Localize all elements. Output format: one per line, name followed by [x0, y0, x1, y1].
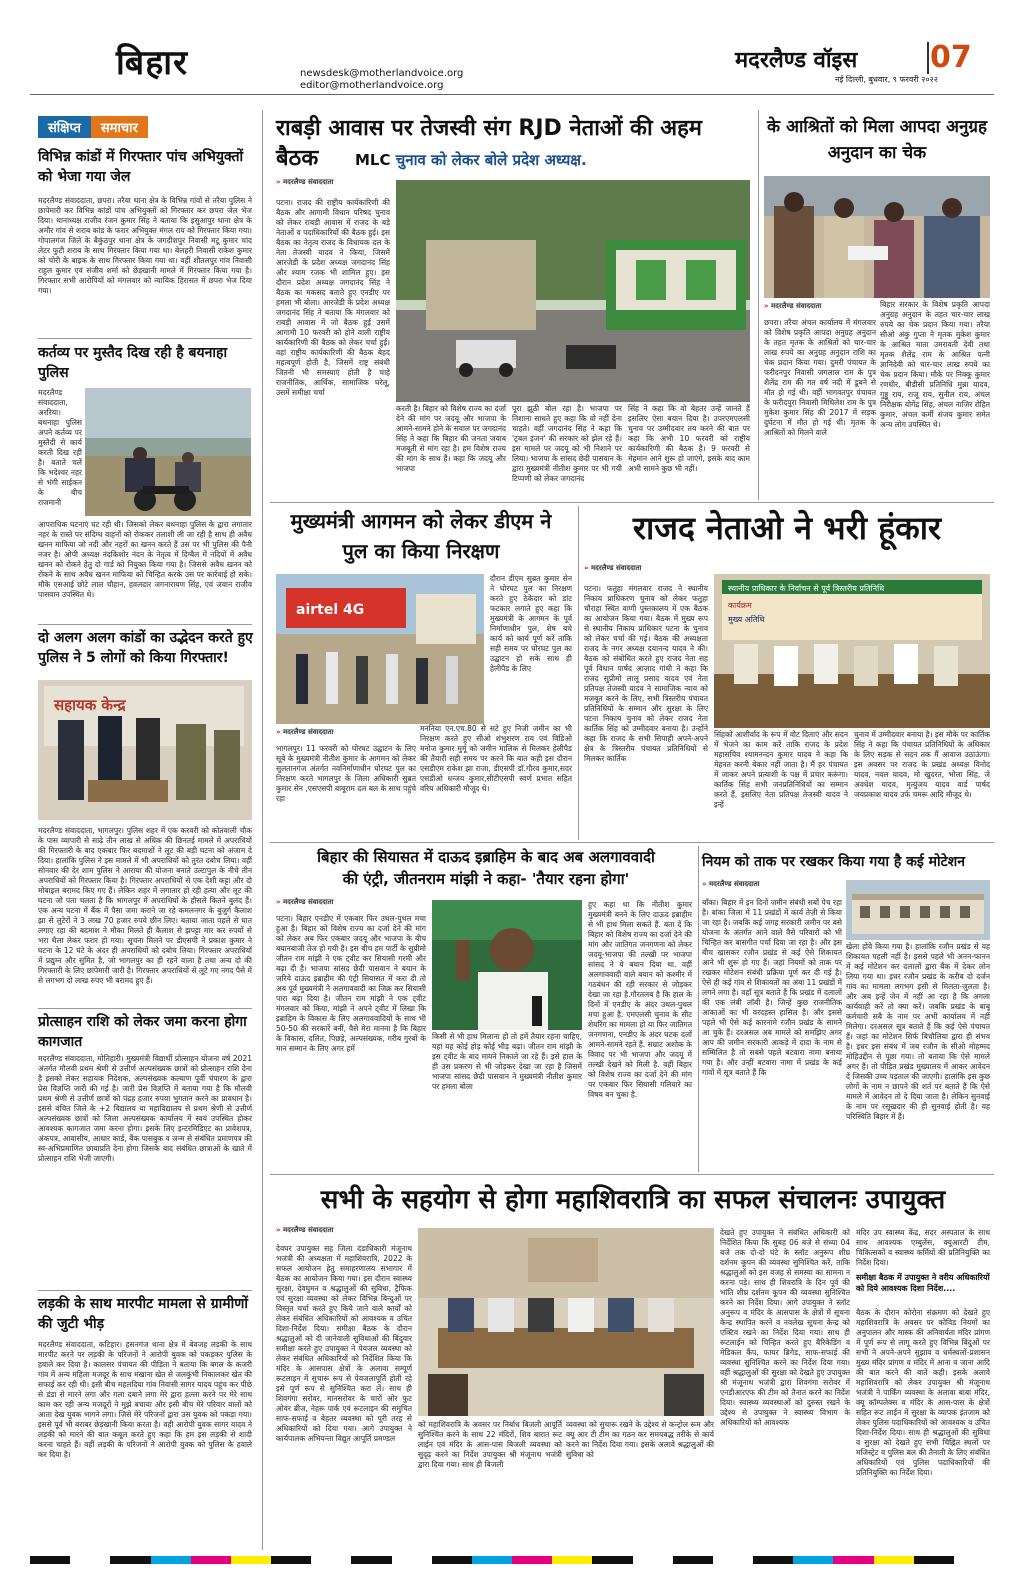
meeting-hall-photo [418, 1228, 714, 1416]
dateline: नई दिल्ली, बुधवार, ९ फरवरी २०२२ [835, 75, 938, 84]
banner-line-3: मुख्य अतिथि [728, 615, 765, 624]
shivratri-byline: » मदरलैण्ड संवाददाता [276, 1226, 333, 1235]
cm-body-1: दौरान डीएम सुब्रत कुमार सेन ने घोरघट पुल का निरक्षण करते हुए ठेकेदार को डांट फटकार लगाते हुए कहा कि मुख्यमंत्री के आगमन के पूर्व निर्माणाधीन पुल, शेष बचे कार्य को कार्य पूर्ण करें ताकि सही समय पर घोरघट पुल का उद्घाटन हो सके साथ ही हेलीपैड के लिए [490, 574, 572, 673]
niyam-headline: नियम को ताक पर रखकर किया गया है कई मोटेशन [702, 854, 965, 870]
left-headline-1: विभिन्न कांडों में गिरफ्तार पांच अभियुक्तों को भेजा गया जेल [38, 149, 244, 185]
station-sign: सहायक केन्द्र [54, 696, 126, 714]
shivratri-body-4: देखते हुए उपायुक्त ने संबंधित अधिकारी को निर्देशित किया कि सुबह 06 बजे से संध्या 04 बजे तक दो-दो घंटे के स्लॉट अनुरूप शीघ्र दर्शनम कूपन की व्यवस्था सुनिश्चित करें, ताकि श्रद्धालुओं को इस वजह से समस्या का सामना न करना पड़े। साथ ही शिवरात्रि के दिन पूर्व की भांति शीघ्र दर्शनम कूपन की व्यवस्था सुनिश्चित करने का निर्देश दिया। आगे उपायुक्त ने स्लॉट अनुरूप व मंदिर के आसपास के क्षेत्रों में सूचना केन्द्र स्थापित करने व नवलेख सूचना केन्द्र को एक्टिव रखने का निर्देश दिया गया। साथ ही रूटलाईन को चिन्हित करते हुए बैरिकेडिंग व मेडिकल कैंप, फायर ब्रिगेड, साफ-सफाई की व्यवस्था सुनिश्चित करने का निर्देश दिया गया। वहीं श्रद्धालुओं की सुरक्षा को देखते हुए उपायुक्त श्री मंजूनाथ भजंत्री द्वारा शिवगंगा सरोवर में एनडीआरएफ की टीम को तैनात करने का निर्देश दिया। स्वास्थ्य व्यवस्थाओं को दुरुस्त रखने के उद्देश्य से उपायुक्त ने स्वास्थ्य विभाग के अधिकारियों को आवश्यक [720, 1228, 850, 1427]
rjd-body-3: चुनाव में उम्मीदवार बनाया है। इस मौके पर कार्तिक सिंह ने कहा कि पंचायत प्रतिनिधियों के अधिकार के लिए सड़क से सदन तक मैं आवाज उठाऊंगा। इस अवसर पर राजद के प्रखंड अध्यक्ष विनोद यादव, नवल यादव, मो खुदरत, भोला सिंह, जे अवधेश यादव, मृत्युंजय यादव वार्ड पार्षद जयप्रकाश यादव उर्फ चमरू आदि मौजूद थे। [854, 730, 990, 799]
left-body-3: मदरलैण्ड संवाददाता, भागलपुर। पुलिस शहर में एक करवरी को कोतवाली चौक के पास व्यापारी से साढ़े तीन लाख से अधिक की छिनतई मामले में अपराधियों की गिरफ्तारी के बाद एकबार फिर बदमाशों ने लूट की बड़ी घटना को अंजाम दे दिया। हालांकि पुलिस ने इस मामले में भी अपराधियों को तुरंत दबोच लिया। वहीं सोनवार की देर शाम पुलिस ने आराया की योजना बनाते उल्टापुल के नीचे तीन अपराधियों को गिरफ्तार किया है। गिरफ्तार अपराधियों से एक देशी कट्टा और दो मोबाइल बरामद किए गए हैं। लेकिन शहर में लगातार हो रही हत्या और लूट की घटना जो पता चलता है कि भागलपुर में अपराधियों के हौसले कितने बुलंद हैं। एक अन्य घटना में बैंक में पैसा जमा कराने जा रहे कमलनगर के बुजुर्ग कैलाश झा से लुटेरों ने 3 लाख 70 हजार रुपये छीन लिए। बताया जाता पहले से घात लगाए रहा की बदमाश ने मौका मिलते ही कैलाश से झपट्टा मार कर रुपयों से भरा थैला लेकर फरार हो गया। सूचना मिलने पर डीएसपी ने प्रकाश कुमार ने घटना के 12 घंटे के अंदर ही अपराधियों को दबोच लिया। गिरफ्तार अपराधियों में प्रद्युम्न और सुमित है, जो भागलपुर का ही रहने वाला है तथा अन्य दो की गिरफ्तारी के लिए छापेमारी जारी है। गिरफ्तार अपराधियों से लूटे गए नगद पैसे में से लगभग दो लाख रुपए भी बरामद हुए हैं। [38, 826, 252, 985]
jitan-ram-manjhi-photo [432, 900, 582, 1030]
dawood-headline-1: बिहार की सियासत में दाऊद इब्राहिम के बाद अब अलगाववादी [317, 848, 655, 866]
right-top-byline: » मदरलैण्ड संवाददाता [764, 302, 821, 311]
rjd-headline: राजद नेताओ ने भरी हूंकार [632, 509, 942, 547]
left-body-1: मदरलैण्ड संवाददाता, छपरा। तरैया थाना क्षेत्र के विभिन्न गांवों से तरैया पुलिस ने छापेमारी कर विभिन्न कांडों पांच अभियुक्तों को गिरफ्तार कर छपरा जेल भेज दिया। थानाध्यक्ष राजीव रंजन कुमार सिंह ने बताया कि इसुआपुर थाना क्षेत्र के अमौर गांव से शराब कांड के फरार अभियुक्त मंगल राय को गिरफ्तार किया गया। गोपालगंज जिले के बैकुंठपुर थाना क्षेत्र के जगदीशपुर निवासी मटू कुमार चांद लेटर फुटी शराब के साथ गिरफ्तार किया गया था। बेलहरी निवासी राकेश कुमार को चोरी के बाइक के साथ गिरफ्तार किया गया था। वहीं शीतलपुर गांव निवासी राहुल कुमार एवं संजीव शर्मा को छेड़खानी मामले में गिरफ्तार किया गया है। गिरफ्तार सभी आरोपियों को मंगलवार को न्यायिक हिरासत में छपरा भेज दिया गया। [38, 196, 252, 295]
dawood-headline-2: की एंट्री, जीतनराम मांझी ने कहा- 'तैयार रहना होगा' [342, 870, 630, 888]
top-byline: » मदरलैण्ड संवाददाता [276, 178, 333, 187]
masthead: मदरलैण्ड वॉइस [735, 48, 858, 73]
shivratri-body-2: को महाशिवरात्रि के अवसर पर निर्बाध बिजली आपूर्ति सुनिश्चित करने के साथ 22 मंदिरों, शिव बारात रूट लाईन एवं मंदिर के आस-पास बिजली व्यवस्था को सुदृढ़ करने का निर्देश उपायुक्त श्री मंजूनाथ भजंत्री द्वारा दिया गया। साथ ही बिजली [418, 1420, 562, 1469]
left-body-4: मदरलैण्ड संवाददाता, मोतिहारी। मुख्यमंत्री विद्यार्थी प्रोत्साहन योजना वर्ष 2021 अंतर्गत मौलवी प्रथम श्रेणी से उत्तीर्ण अल्पसंख्यक छात्रों को प्रोत्साहन राशि देना है इसको लेकर सहायक निदेशक, अल्पसंख्यक कल्याण पूर्वी चंपारण के द्वारा प्रेस विज्ञप्ति जारी की गई है। जारी प्रेस विज्ञप्ति में बताया गया है कि मौलवी प्रथम श्रेणी से उत्तीर्ण छात्रों को पंद्रह हजार रुपया भुगतान करने का प्रावधान है। इससे वंचित जिले के +2 विद्यालय या महाविद्यालय से प्रथम श्रेणी से उत्तीर्ण अल्पसंख्यक छात्रों को जिला अल्पसंख्यक कार्यालय में स्वयं उपस्थित होकर आवश्यक कागजात जमा करना होगा। इसके लिए इन्टरमिडिएट का प्रावेशपत्र, अंकपत्र, आवासीय, आधार कार्ड, बैंक पासबुक व जन्म से संबंधित प्रमाणपत्र की स्व-अभिप्रमाणित छायाप्रति देना होगा जिसके बाद संबंधित छात्राओं के खाते में प्रोत्साहन राशि भेजी जाएगी। [38, 1054, 252, 1163]
page-number: 07 [930, 40, 972, 75]
top-body-1: पटना। राजद की राष्ट्रीय कार्यकारिणी की बैठक और आगामी विधान परिषद चुनाव को लेकर राबड़ी आवास में राजद के बड़े नेताओं व पदाधिकारियों की बैठक हुई। इस बैठक का नेतृत्व राजद के विधायक दल के नेता तेजस्वी यादव ने किया, जिसमें आरजेडी के प्रदेश अध्यक्ष जगदानंद सिंह और श्याम रजक भी शामिल हुए। इस दौरान प्रदेश अध्यक्ष जगदानंद सिंह ने बैठक का मकसद बताते हुए एनडीए पर हमला भी बोला। आरजेडी के प्रदेश अध्यक्ष जगदानंद सिंह ने बताया कि मंगलवार को राबड़ी आवास में जो बैठक हुई उसमें आगामी 10 फरवरी को होने वाली राष्ट्रीय कार्यकारिणी की बैठक को लेकर चर्चा हुई। वहां राष्ट्रीय कार्यकारिणी की बैठक बेहद महत्वपूर्ण होती है, जिसमें राष्ट्र संबंधी जितनी भी समस्याएं होती है चाहे राजनीतिक, आर्थिक, सामाजिक घरेलू, उसमें समीक्षा चर्चा [276, 198, 390, 397]
police-patrol-photo [85, 388, 251, 516]
shivratri-body-6: बैठक के दौरान कोरोना संक्रमण को देखते हुए महाशिवरात्रि के अवसर पर कोविड नियमों का अनुपालन और मास्क की अनिवार्यता मंदिर प्रांगण में पूर्ण रूप से लागू करते हुए विभिन्न बिंदुओं पर सभी ने अपने-अपने सुझाव व धर्मस्थलों-प्रशासन मुख्य मंदिर प्रांगण व मंदिर में आना व जाना आदि की बात करने की बातें कही। इसके अलावे महाशिवरात्रि को लेकर उपायुक्त श्री मंजूनाथ भजंत्री ने पार्किंग व्यवस्था के अलावा बाबा मंदिर, क्यू कॉम्पलेक्स व मंदिर के आस-पास के क्षेत्रों सहित रूट लाईन में सुरक्षा के व्यापक इंतजाम को लेकर पुलिस पदाधिकारियों को आवश्यक व उचित दिशा-निर्देश दिया। साथ ही श्रद्धालुओं की सुविधा व सुरक्षा को देखते हुए सभी चिह्नित स्थलों पर मजिस्ट्रेट व पुलिस बल की तैनाती के लिए संबंधित अधिकारियों एवं पुलिस पदाधिकारियों की प्रतिनियुक्ति का निर्देश दिया। [856, 1308, 990, 1477]
dawood-body-3: हुए कहा था कि नीतीश कुमार मुख्यमंत्री बनने के लिए दाऊद इब्राहीम से भी हाथ मिला सकते हैं. बता दें कि बिहार को विशेष राज्य का दर्जा देने की मांग और जातिगत जनगणना को लेकर जदयू-भाजपा की तल्खी पर भाजपा सांसद ने ये बयान दिया था. वहीं अलगाववादी वाले बयान को कश्मीर में गठबंधन की रही सरकार से जोड़कर देखा जा रहा है.गौरतलब है कि हाल के दिनों में एनडीए के अंदर उथल-पुथल मचा हुआ है. एमएलसी चुनाव के सीट शेयरिंग का मामला हो या फिर जातिगत जनगणना, एनडीए के अंदर घटक दलों आमने-सामने रहते हैं. सम्राट अशोक के विवाद पर भी भाजपा और जदयू में तल्खी देखने को मिली है. वहीं बिहार को विशेष राज्य का दर्जा देने की मांग पर एकबार फिर सियासी गलियारे का विषय बन चुका है. [588, 900, 692, 1099]
editor-email[interactable]: editor@motherlandvoice.org [300, 80, 444, 91]
dawood-byline: » मदरलैण्ड संवाददाता [276, 898, 333, 907]
right-top-body-1: छपरा। तरैया अंचल कार्यालय में मंगलवार को विशेष प्रकृति आपदा अनुग्रह अनुदान के तहत मृतक के आश्रितों को चार-चार लाख रुपये का अनुग्रह अनुदान राशि का चेक प्रदान किया गया। दुमरी पंचायत के फरीदनपुर निवासी जगलाल राम के पुत्र शैलेंद्र राम की गत वर्ष नदी में डूबने से मौत हो गई थी। वहीं भागवतपुर पंचायत के फरीदपुरा निवासी मिथिलेश राम के पुत्र मुकेश कुमार सिंह की 2017 में सड़क दुर्घटना में मौत हो गई थी। मृतक के आश्रितों को मिलने वाले [764, 318, 876, 437]
banner-line-2: कार्यक्रम [728, 601, 752, 610]
rjd-meeting-photo [714, 574, 990, 728]
dawood-headline [276, 846, 696, 890]
top-headline: राबड़ी आवास पर तेजस्वी संग RJD नेताओं की अहम बैठक [276, 116, 702, 171]
airtel-sign: airtel 4G [296, 602, 365, 618]
newsdesk-email[interactable]: newsdesk@motherlandvoice.org [300, 68, 464, 79]
top-body-4: सिंह ने कहा कि वो बेहतर उन्हें जानते हैं इसलिए ऐसा बयान दिया है। उपरएमएलसी चुनाव पर उम्मीदवार तय करने की बात पर कहा कि अभी 10 फरवरी को राष्ट्रीय कार्यकारिणी की बैठक है। 9 फरवरी से मेहमान आने शुरू हो जाएंगे, इसके बाद काम अभी सामने कुछ भी नहीं। [628, 404, 750, 473]
niyam-byline: » मदरलैण्ड संवाददाता [702, 880, 759, 889]
badge-part1: संक्षिप्त [38, 116, 91, 138]
top-subheadline [355, 150, 587, 170]
bridge-inspection-photo [276, 574, 484, 724]
niyam-body-1: बाँका। बिहार में इन दिनों जमीन संबंधी सबों पेच रहा है। बांका जिला में 11 प्रखंडों में कार्य तेज़ी से किया जा रहा है। जबकि कई जगह सरकारी जमीन पर बसे योजना के अंतर्गत आने वाले वैसे परिवारों को भी चिन्हित कर बासगीत पर्चा दिया जा रहा है। और इस बीच खासकर रजौन प्रखंड से कई ऐसे शिकायत आने भी शुरू हो गए हैं। जहां नियमों को ताक पर रखकर मोटेशन संबंधी प्रक्रिया पूर्ण कर दी गई है। ऐसे ही कई गांव से शिकायतों का अंबा 11 प्रखंडों में लगने लगा है। वहाँ सूत्र बताते हैं कि प्रखंड में दलालों की एक लंबी लॉबी है। जिन्हें कुछ राजनीतिक आकाओं का भी वरदहस्त हासिल है। और इससे पहले भी ऐसे कई कारनामे रजौन प्रखंड के सामने आ चुके हैं। दरअसल अब मामले को समझिए अगर आप की जमीन सरकारी आकड़े में दादा के नाम से सम्मिलित है तो सबसे पहले बटवारा नामा बनाया गया है। और उन्हीं बटवारा नामा में प्रखंड के कई गांवों में सूत्र बताते हैं कि [702, 898, 842, 1077]
shivratri-subhead: समीक्षा बैठक में उपायुक्त ने वरीय अधिकारियों को दिये आवश्यक दिशा निर्देश.... [856, 1273, 990, 1293]
top-body-2: करती है। बिहार को विशेष राज्य का दर्जा देने की मांग पर जदयू और भाजपा के आमने-सामने होने के सवाल पर जगदानंद सिंह ने कहा कि बिहार की जनता जवाब मजबूती से मांग रहा है। हम विशेष राज्य की मांग के साथ हैं। कहा कि जदयू और भाजपा [396, 404, 506, 473]
banner-line-1: स्थानीय प्राधिकार के निर्वाचन से पूर्व त्रिस्तरीय प्रतिनिधि [728, 584, 885, 593]
section-title: बिहार [116, 43, 188, 83]
arrest-photo [38, 680, 252, 820]
rabri-residence-photo [396, 180, 750, 402]
niyam-body-2: खेला होवे किया गया है। हालांकि रजौन प्रखंड से यह शिकायत पहली नहीं है। इससे पहले भी अनन-फानन में कई मोटेशन कर दलालों द्वारा बैंक में देकर लोन लिया गया था। इधर रजौन प्रखंड के करीब दो दर्जन गांव का मामला लगभग इसी से मिलता-जुलता है। और अब इन्हें जेन में नहीं आ रहा है कि अगला कार्यवाही करें तो क्या करें। जबकि प्रखंड के बाबू कर्मचारी सबै के नाम पर अभी कार्यालय में नहीं मिलेगा। दरअसल सूत्र बताते हैं कि कई ऐसे पंचायत हैं। जहां का मोटेशन सिर्फ बिचौलिया द्वारा ही संभव है। इधर इस संबंध में जब रजौन के सीओ मोहम्मद मोहिउद्दीन से पूछा गया। तो बताया कि ऐसे मामले अगर हैं। तो पीड़ित प्रखंड मुख्यालय में आकर आवेदन दें जिसकी उच्च पड़ताल की जाएगी। हालांकि इस कुछ लोगों के नाम न छापने की शर्त पर बताते हैं कि ऐसे मामले में आवेदन तो दे दिया जाता है। लेकिन सुनवाई के नाम पर रसूखदार की ही सुनवाई होती है। यह परिस्थिति बिहार में है। [846, 942, 990, 1121]
cm-body-2: भागलपुर। 11 फरवरी को घोरघट उद्घाटन के लिए सूबे के मुख्यमंत्री नीतीश कुमार के आगमन को लेकर सुलतानगंज अंतर्गत नवनिर्माणाधीन घोरघट पुल का निरक्षण करते भागलपुर के जिला अधिकारी सुब्रत कुमार सेन ,एसएसपी बाबूराम दल बल के साथ पहुंचे रहा [276, 744, 416, 803]
rjd-byline: » मदरलैण्ड संवाददाता [584, 564, 641, 573]
left-headline-3: दो अलग अलग कांडों का उद्भेदन करते हुए पुलिस ने 5 लोगों को किया गिरफ्तार! [38, 630, 253, 666]
cm-body-3: मननिया एन.एच.80 से सटे हुए निजी जमीन का भी निरक्षण करते हुए सीओ शंभुशरण राय एवं विडिओ मनोज कुमार मुर्मू को जमीन मालिक से मिलकर हेलीपैड की तैयारी सही समय पर करने कि बात कही इस दौरान एसडीएम राकेश झा राजा, डीएसपी डॉ.गौरव कुमार,सदर एसडीओ धन्जय कुमार,सीटीएसपी स्वर्ण प्रभात सहित वरिय अधिकारी मौजूद थे। [420, 724, 572, 793]
left-headline-5: लड़की के साथ मारपीट मामला से ग्रामीणों की जुटी भीड़ [38, 1296, 248, 1332]
badge-part2: समाचार [91, 116, 148, 138]
header-rule [30, 94, 994, 95]
rjd-body-1: पटना। फतुहा मंगलवार राजद ने स्थानीय निकाय प्राधिकरण चुनाव को लेकर फतुहा चौराहा स्थित वाणी पुस्तकालय में एक बैठक का आयोजन किया गया। बैठक में मुख्य रूप से स्थानीय निकाय प्राधिकार पटना के चुनाव को लेकर चर्चा की गई। बैठक की अध्यक्षता राजद के नगर अध्यक्ष दयानन्द यादव ने की। बैठक को संबोधित करते हुए राजद नेता सह पूर्व विधान पार्षद आज़ाद गांधी ने कहा कि राजद सुप्रीमो लालू प्रसाद यादव एवं नेता प्रतिपक्ष तेजस्वी यादव ने सामाजिक न्याय को मजबूत करने के लिए, सभी त्रिस्तरीय पंचायत प्रतिनिधियों के सम्मान और सुरक्षा के लिए पटना निकाय चुनाव को लेकर राजद नेता कार्तिक सिंह को उम्मीदवार बनाया है। उन्होंने कहा कि राजद के सभी सिपाही अपने-अपने क्षेत्र के त्रिस्तरीय पंचायत प्रतिनिधियों से मिलकर कार्तिक [584, 584, 708, 763]
shivratri-body-1: देवघर उपायुक्त सह जिला दंडाधिकारी मंजूनाथ भजंत्री की अध्यक्षता में महाशिवरात्रि, 2022 के सफल आयोजन हेतु समाहरणालय सभागार में बैठक का आयोजन किया गया। इस दौरान स्वास्थ्य सुरक्षा, देवघुमन व श्रद्धालुओं की सुविधा, ट्रैफिक एवं सुरक्षा व्यवस्था को लेकर विभिन्न बिन्दुओं पर विस्तृत चर्चा करते हुए किये जाने वाले कार्यों को लेकर संबंधित अधिकारियों को आवश्यक व उचित दिशा-निर्देश दिया। समीक्षा बैठक के दौरान श्रद्धालुओं को दी जानेवाली सुविधाओं की बिंदुवार समीक्षा करते हुए उपायुक्त ने पेयजल व्यवस्था को लेकर संबंधित अधिकारियों को निर्देशित किया कि मंदिर के आसपास क्षेत्रों के अलावा सम्पूर्ण रूटलाइन में सुचारू रूप से पेयजलापूर्ति होती रहे इसे पूर्ण रूप से सुनिश्चित करा लें। साथ ही शिवगंगा सरोवर, मानसरोवर के चारों ओर फुट ओवर ब्रीज, नेहरू पार्क एवं रूटलाइन की समुचित साफ-सफाई व बेहतर व्यवस्था को पूरी तरह से अधिकारियों को दिया गया। आगे उपायुक्त ने कार्यपालक अभियन्ता विद्युत आपूर्ति प्रमण्डल [276, 1244, 412, 1443]
print-registration-bar [30, 1556, 994, 1564]
cm-byline: » मदरलैण्ड संवाददाता [276, 728, 333, 737]
top-body-3: पूरा झूठी बोल रहा है। भाजपा पर निशाना साधते हुए कहा कि वो नहीं देना चाहते। वहीं जगदानंद सिंह ने कहा कि 'ट्रबल इंजन' की सरकार को झेल रहे हैं। इस मामले पर जदयू को भी निशाने पर लिया। भाजपा के सांसद छेदी पासवान के द्वारा मुख्यमंत्री नीतीश कुमार पर भी गयी टिप्पणी को लेकर जगदानंद [512, 404, 622, 483]
right-top-body-2: बिहार सरकार के विशेष प्रकृति आपदा अनुग्रह अनुदान के तहत चार-चार लाख रुपये का चेक प्रदान किया गया। तरैया सीओ अंकु गुप्ता ने मृतक मुकेश कुमार के आश्रित माता उमरावती देवी तथा मृतक शैलेंद्र राम के आश्रित पत्नी ज्ञानिदेवी को चार-चार लाख रुपये का चेक प्रदान किया। मौके पर निक्कू कुमार रणधीर, बीडीसी प्रतिनिधि मुन्ना यादव, गुड्डू राय, राजू राय, सुनील राय, अंचल निरीक्षक योगेंद्र सिंह, अंचल नाजिर रोहित कुमार, अंचल कर्मी संजय कुमार समेत अन्य लोग उपस्थित थे। [880, 300, 990, 429]
left-body-2a: मदरलैण्ड संवाददाता, अररिया। बथनाहा पुलिस अपने कर्तव्य पर मुस्तैदी से कार्य करती दिख रही है। बताते चलें कि भदेश्वर नहर से भंगी साईकन के बीच राजमानी [38, 388, 82, 507]
right-top-headline: के आश्रितों को मिला आपदा अनुग्रह अनुदान का चेक [766, 117, 987, 163]
cheque-distribution-photo [764, 176, 990, 298]
top-sub-prefix: MLC [355, 151, 391, 169]
left-headline-2: कर्तव्य पर मुस्तैद दिख रही है बयनाहा पुलिस [38, 345, 228, 381]
contact-emails [300, 68, 463, 92]
masthead-divider [927, 42, 929, 74]
left-body-2b: आपराधिक घटनाएं घट रही थी। जिसको लेकर बथनाहा पुलिस के द्वारा लगातार नहर के रास्ते पर संदिग्ध वाहनों को रोककर तलाशी ली जा रही है साथ ही अवैध खनन माफिया जो नदी और नहरों का खनन करते हैं उस पर भी पुलिस की पैनी नजर है। ओपी अध्यक्ष नंदकिशोर नंदन के नेतृत्व में दिग्बैल में नदियों में अवैध खनन को रोकने हेतु दो गार्ड को नियुक्त किया गया है। जिससे अवैध खनन को रोकने के साथ अवैध खनन माफिया को चिन्हित करके उस पर कार्रवाई हो सके। मौके एसआई छोटे लाल चौहान, हवलदार जगनारायण सिंह, एवं जवान राजीव पासवान उपस्थित थे। [38, 520, 252, 599]
cm-headline: मुख्यमंत्री आगमन को लेकर डीएम ने पुल का किया निरक्षण [290, 509, 552, 563]
dawood-body-1: पटना। बिहार एनडीए में एकबार फिर उथल-पुथल मचा हुआ है। बिहार को विशेष राज्य का दर्जा देने की मांग को लेकर अब फिर एकबार जदयू और भाजपा के बीच बयानबाजी तेज हो गयी है। इस बीच हम पार्टी के सुप्रीमो जीतन राम मांझी ने एक ट्वीट कर सियासी गरमी और बढ़ा दी है। भाजपा सांसद छेदी पासवान ने बयान के जरिये दाऊद इब्राहीम की एंट्री सियासत में करा दी तो अब पूर्व मुख्यमंत्री ने अलगाववादी का जिक्र कर सियासी पारा बढ़ा दिया है। जीतन राम मांझी ने एक ट्वीट मंगलवार को किया, मांझी ने अपने ट्वीट में लिखा कि इब्राहिम के विकास के लिए अलगाववादियों के साथ भी 50-50 की सरकारें बनीं, वैसे मेरा मानना है कि बिहार के विकास, दलित, पिछड़े, अल्पसंख्यक, गरीब गुरबों के मान सम्मान के लिए अगर हमें [276, 914, 426, 1053]
left-headline-4: प्रोत्साहन राशि को लेकर जमा करना होगा कागजात [38, 1014, 247, 1050]
dawood-body-2: किसी से भी हाथ मिलाना हो तो हमें तैयार रहना चाहिए, यहां यह कोई होड़ कोई भीड़ बढ़ा। जीतन राम मांझी के इस ट्वीट के बाद मायने निकाले जा रहे हैं। इसे हाल के ही उस प्रकरण से भी जोड़कर देखा जा रहा है जिसमें भाजपा सांसद छेदी पासवान ने मुख्यमंत्री नीतीश कुमार पर हमला बोला [432, 1032, 582, 1091]
rjd-body-2: सिंहको आशीर्वाद के रूप में वोट दिलाएं और सदन में भेजने का काम करें ताकि राजद के प्रदेश महासचिव श्यामनन्दन कुमार यादव ने कहा कि मेहनत करनी बेकार नहीं जाता है। मैं हर पंचायत में जाकर अपने प्रत्याशी के पक्ष में प्रचार करूंगा। कार्तिक सिंह सभी जनप्रतिनिधियों का सम्मान करते हैं, इसलिए नेता प्रतिपक्ष तेजस्वी यादव ने इन्हें [714, 730, 848, 809]
shivratri-body-3: व्यवस्था को सुचारू रखने के उद्देश्य से कन्ट्रोल रूम और क्यू आर टी टीम का गठन कर समयबद्ध तरीके से कार्य करने का निर्देश दिया गया। इसके अलावे श्रद्धालुओं की सुविधा को [566, 1420, 714, 1459]
shivratri-headline: सभी के सहयोग से होगा महाशिवरात्रि का सफल संचालनः उपायुक्त [320, 1185, 946, 1215]
block-office-photo [846, 880, 990, 940]
top-sub-text: चुनाव को लेकर बोले प्रदेश अध्यक्ष. [395, 151, 587, 169]
left-body-5: मदरलैण्ड संवाददाता, कटिहार। हसनगंज थाना क्षेत्र में बेवजह लड़की के साथ मारपीट करने पर लड़की के परिजनों ने आरोपी युवक को पकड़कर पुलिस के हवाले कर दिया है। कालसर पंचायत की पीड़िता ने बताया कि बगल के कजरी गांव में अन्य महिला मजदूर के साथ मखाना खेत से जलकुंभी निकालकर खेत की सफाई कर रही थी। इसी बीच महलदिया गांव निवासी सागर यादव पहुंच कर पीछे से डंडा से मारने लगा और गला दबाने लगा मेरे द्वारा हल्ला करने पर मेरे साथ काम कर रही अन्य मजदूरों ने मुझे बचाया और इसी बीच मेरे परिवार वालों को आता देख युवक भागने लगा। जिसे मेरे परिजनों द्वारा उस युवक को पकड़ा गया। इससे पूर्व भी बराबर छेड़खानी किया करता है। वही आरोपी युवक सागर यादव ने लड़की को मारने की बात कबूल करते हुए कहा कि हम इस लड़की से शादी करना चाहते हैं। वहीं लड़की के परिजनों ने आरोपी युवक को पुलिस के हवाले कर दिया है। [38, 1340, 252, 1459]
brief-news-badge [38, 116, 244, 138]
shivratri-body-5: मंदिर उप स्वास्थ्य केंद्र, सदर अस्पताल के साथ साथ आवश्यक एम्बुलेंस, क्यूआरटी टीम, चिकित्सकों व स्वास्थ्य कर्मियों की प्रतिनियुक्ति का निर्देश दिया। [856, 1228, 990, 1267]
